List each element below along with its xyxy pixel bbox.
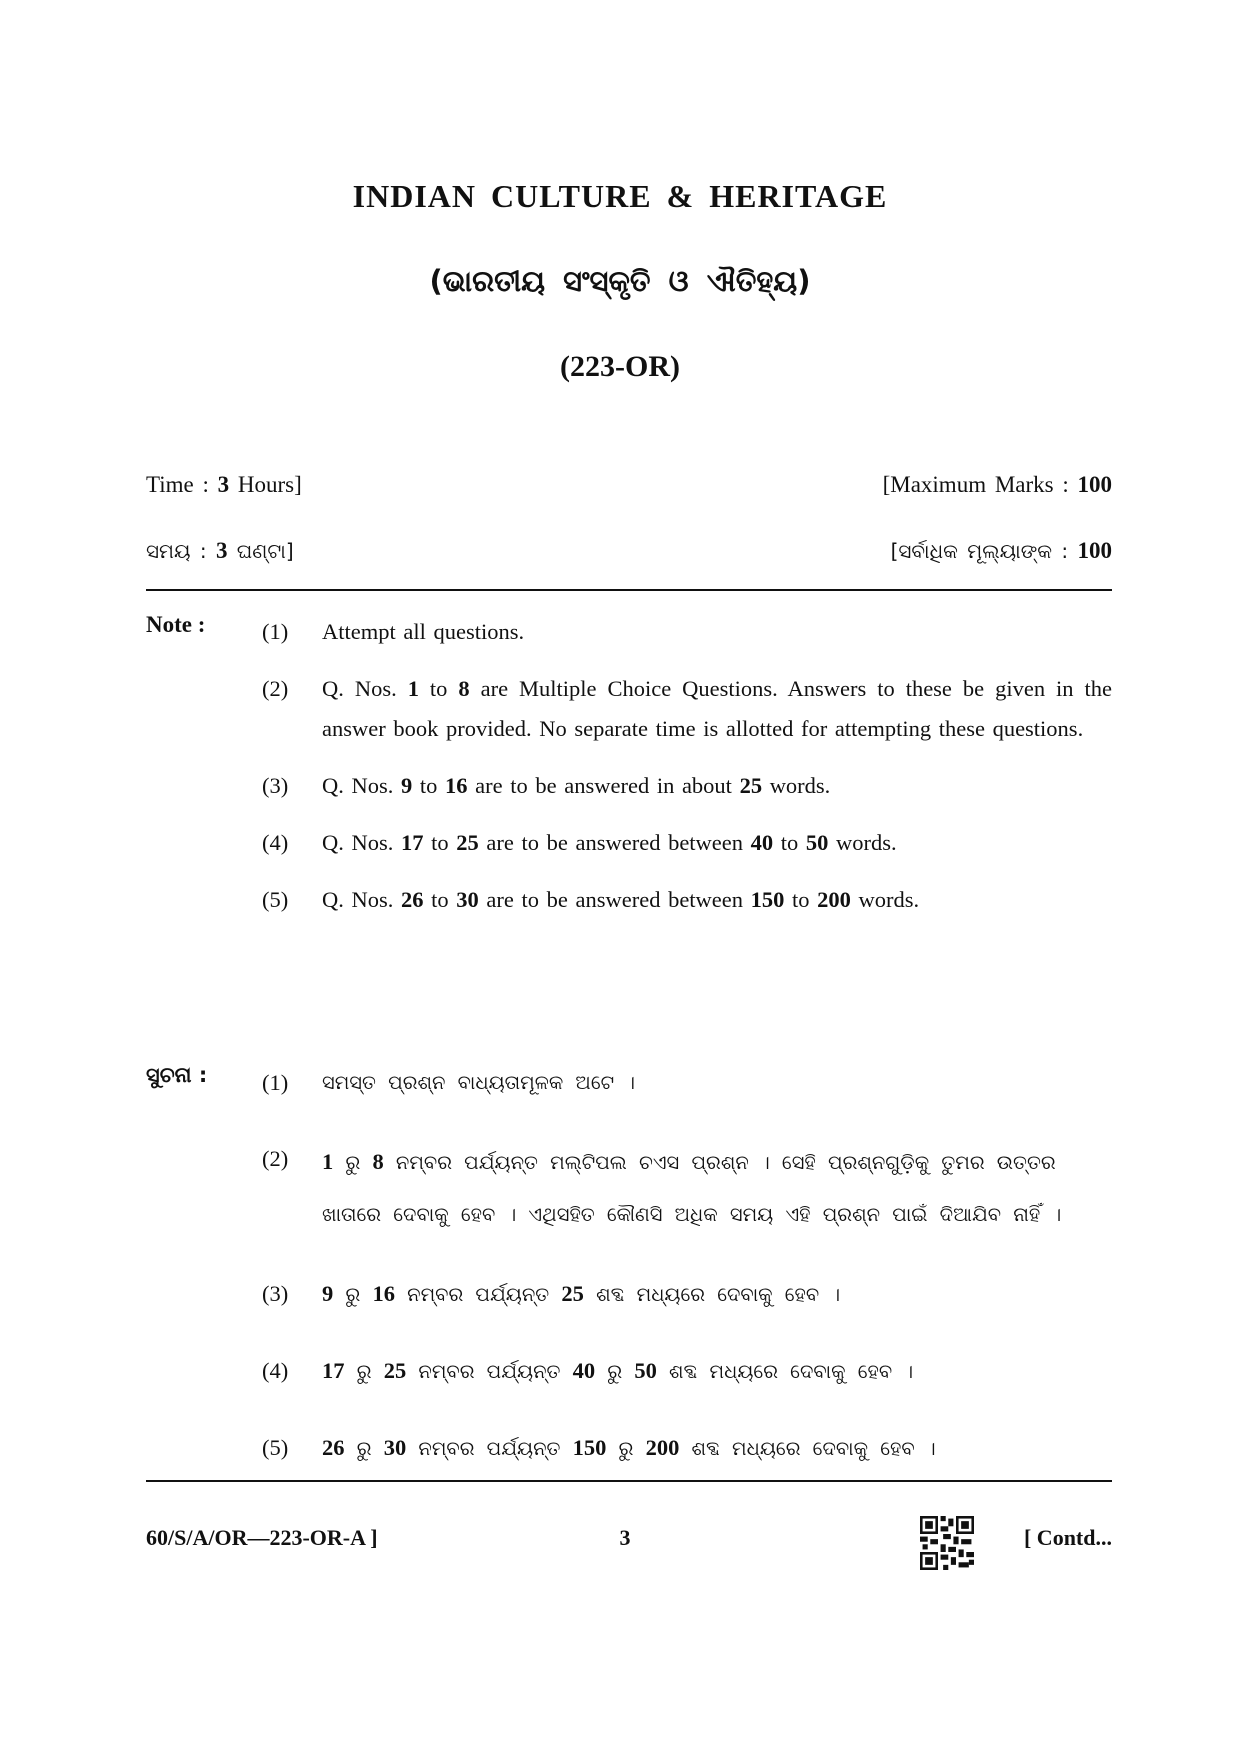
note-item-text-part: to: [423, 887, 457, 912]
time-label-odia: ସମୟ :: [146, 539, 216, 563]
sucana-item-text: [322, 1136, 1112, 1241]
sucana-item-number-value: 26: [322, 1435, 345, 1460]
page-title: INDIAN CULTURE & HERITAGE: [352, 178, 888, 214]
time-value: 3: [217, 472, 230, 497]
sucana-item-text-part: ନମ୍ବର ପର୍ଯ୍ୟନ୍ତ: [394, 1283, 562, 1306]
sucana-item: [262, 1136, 1112, 1241]
sucana-label: ସୁଚନା :: [146, 1063, 208, 1087]
note-item-number-value: 8: [458, 676, 470, 701]
sucana-item-text-part: ରୁ: [606, 1437, 646, 1460]
note-item-text-part: to: [418, 676, 459, 701]
note-item: [262, 823, 1112, 863]
sucana-item-text-part: ଶବ୍ଦ ମଧ୍ୟରେ ଦେବାକୁ ହେବ ।: [656, 1360, 914, 1383]
time-unit-odia: ଘଣ୍ଟା]: [227, 539, 294, 563]
note-item-text: [322, 880, 1112, 920]
note-item-number: (4): [262, 830, 289, 855]
sucana-list: [262, 1060, 1112, 1472]
marks-value: 100: [1077, 472, 1112, 497]
note-item-text-part: to: [784, 887, 818, 912]
time-unit: Hours]: [229, 472, 302, 497]
qr-code-icon: [920, 1516, 974, 1570]
note-item-number-value: 16: [445, 773, 468, 798]
note-item: [262, 612, 1112, 652]
time-value-odia: 3: [215, 538, 228, 563]
note-item-text-part: Q. Nos.: [322, 773, 402, 798]
marks-info-odia: [891, 538, 1112, 564]
note-item-number-value: 25: [739, 773, 763, 798]
sucana-item-number: (2): [262, 1146, 289, 1171]
sucana-item-number: (1): [262, 1070, 289, 1095]
note-label: Note :: [146, 612, 206, 637]
marks-info: [883, 472, 1112, 498]
paper-code: 60/S/A/OR—223-OR-A ]: [146, 1525, 378, 1550]
note-item-text-part: words.: [850, 887, 920, 912]
time-info-odia: [146, 538, 294, 564]
note-item-text-part: Q. Nos.: [322, 887, 402, 912]
sucana-item-number: (3): [262, 1281, 289, 1306]
sucana-item-text: [322, 1425, 1112, 1472]
time-info: [146, 472, 302, 498]
sucana-item-text: [322, 1348, 1112, 1395]
note-item-text-part: to: [423, 830, 457, 855]
sucana-item-number: (4): [262, 1358, 289, 1383]
marks-label: [Maximum Marks :: [882, 472, 1078, 497]
sucana-item-number-value: 25: [383, 1358, 407, 1383]
note-item: [262, 669, 1112, 749]
note-item-text-part: to: [773, 830, 806, 855]
sucana-item: [262, 1060, 1112, 1106]
time-marks-row: [146, 472, 1112, 498]
sucana-item-number-value: 16: [372, 1281, 395, 1306]
note-item-text-part: Q. Nos.: [322, 830, 402, 855]
note-item-number-value: 30: [456, 887, 479, 912]
note-item-text: [322, 823, 1112, 863]
note-item-text-part: are Multiple Choice Questions. Answers to these be given in the answer book provided. No separate time is allotted for attempting these questions.: [322, 676, 1112, 741]
note-item-number-value: 17: [401, 830, 424, 855]
note-item-number: (2): [262, 676, 289, 701]
note-item-text-part: words.: [762, 773, 831, 798]
note-item-number-value: 50: [805, 830, 829, 855]
note-item-number-value: 25: [456, 830, 479, 855]
sucana-item-number-value: 1: [322, 1149, 334, 1174]
sucana-item-number-value: 17: [322, 1358, 345, 1383]
sucana-item-number-value: 150: [572, 1435, 607, 1460]
sucana-item: [262, 1425, 1112, 1472]
sucana-item-text-part: ରୁ: [344, 1360, 384, 1383]
note-item-number-value: 200: [817, 887, 851, 912]
sucana-item-number: (5): [262, 1435, 289, 1460]
divider-top: [146, 589, 1112, 591]
sucana-item-text-part: ରୁ: [595, 1360, 635, 1383]
sucana-item-number-value: 40: [572, 1358, 596, 1383]
sucana-item: [262, 1271, 1112, 1318]
sucana-item-text-part: ରୁ: [344, 1437, 384, 1460]
time-label: Time :: [146, 472, 218, 497]
sucana-item-text: [322, 1060, 1112, 1106]
sucana-item: [262, 1348, 1112, 1395]
sucana-item-text-part: ନମ୍ବର ପର୍ଯ୍ୟନ୍ତ: [406, 1437, 573, 1460]
sucana-item-text-part: ସମସ୍ତ ପ୍ରଶ୍ନ ବାଧ୍ୟତାମୂଳକ ଅଟେ ।: [322, 1071, 636, 1094]
divider-bottom: [146, 1480, 1112, 1482]
note-item-text: [322, 669, 1112, 749]
page-subtitle-odia: (ଭାରତୀୟ ସଂସ୍କୃତି ଓ ଐତିହ୍ୟ): [429, 264, 811, 298]
time-marks-row-odia: [146, 538, 1112, 564]
note-item-number-value: 1: [407, 676, 419, 701]
sucana-item-text-part: ନମ୍ବର ପର୍ଯ୍ୟନ୍ତ ମଲ୍‌ଟିପଲ ଚଏସ ପ୍ରଶ୍ନ । ସେହି ପ୍ରଶ୍ନଗୁଡ଼ିକୁ ତୁମର ଉତ୍ତର ଖାତାରେ ଦେବାକୁ ହେବ । ଏଥିସହିତ କୌଣସି ଅଧିକ ସମୟ ଏହି ପ୍ରଶ୍ନ ପାଇଁ ଦିଆଯିବ ନାହିଁ ।: [322, 1151, 1062, 1226]
note-item-number: (5): [262, 887, 289, 912]
sucana-item-text-part: ରୁ: [333, 1283, 373, 1306]
note-item: [262, 766, 1112, 806]
marks-label-odia: [ସର୍ବାଧିକ ମୂଲ୍ୟାଙ୍କ :: [890, 539, 1078, 563]
sucana-item-text-part: ନମ୍ବର ପର୍ଯ୍ୟନ୍ତ: [406, 1360, 573, 1383]
sucana-item-text-part: ଶବ୍ଦ ମଧ୍ୟରେ ଦେବାକୁ ହେବ ।: [583, 1283, 841, 1306]
note-item-number-value: 40: [750, 830, 774, 855]
page-number: 3: [619, 1525, 631, 1550]
note-item-text-part: are to be answered between: [478, 887, 751, 912]
note-item-text: [322, 612, 1112, 652]
marks-value-odia: 100: [1077, 538, 1112, 563]
note-item-number: (1): [262, 619, 289, 644]
note-item-number-value: 26: [401, 887, 424, 912]
sucana-item-number-value: 30: [383, 1435, 407, 1460]
sucana-item-text-part: ରୁ: [333, 1151, 373, 1174]
subject-code: (223-OR): [560, 350, 680, 383]
continued-label: [ Contd...: [1023, 1525, 1112, 1550]
note-item-text-part: are to be answered between: [478, 830, 751, 855]
sucana-item-number-value: 8: [372, 1149, 384, 1174]
note-item-text-part: words.: [828, 830, 897, 855]
note-item-text-part: Q. Nos.: [322, 676, 408, 701]
sucana-item-text-part: ଶବ୍ଦ ମଧ୍ୟରେ ଦେବାକୁ ହେବ ।: [679, 1437, 936, 1460]
sucana-item-text: [322, 1271, 1112, 1318]
note-list: [262, 612, 1112, 920]
sucana-item-number-value: 200: [645, 1435, 680, 1460]
note-item-text: [322, 766, 1112, 806]
note-item-text-part: are to be answered in about: [467, 773, 740, 798]
note-item-number: (3): [262, 773, 289, 798]
note-item-text-part: to: [412, 773, 446, 798]
note-item-text-part: Attempt all questions.: [322, 619, 525, 644]
sucana-item-number-value: 9: [322, 1281, 334, 1306]
sucana-item-number-value: 50: [634, 1358, 657, 1383]
sucana-item-number-value: 25: [561, 1281, 584, 1306]
note-item: [262, 880, 1112, 920]
note-item-number-value: 9: [401, 773, 413, 798]
note-item-number-value: 150: [750, 887, 785, 912]
